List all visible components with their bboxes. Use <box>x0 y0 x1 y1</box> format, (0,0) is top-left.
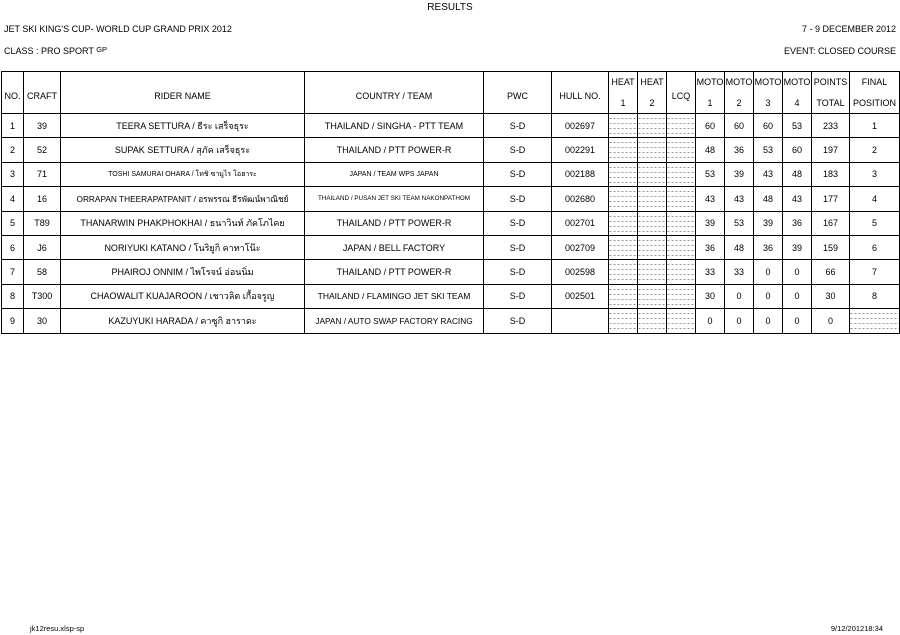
cell-no: 5 <box>2 211 24 235</box>
cell-craft: T89 <box>24 211 61 235</box>
cell-moto-2: 60 <box>725 114 754 138</box>
cell-lcq <box>667 138 696 162</box>
cell-craft: 71 <box>24 162 61 186</box>
cell-moto-4: 48 <box>783 162 812 186</box>
cell-moto-3: 39 <box>754 211 783 235</box>
header-final-position: POSITION <box>850 92 900 114</box>
cell-moto-2: 33 <box>725 260 754 284</box>
header-moto-2: MOTO <box>725 72 754 93</box>
cell-final-position: 2 <box>850 138 900 162</box>
cell-heat-1 <box>609 260 638 284</box>
header-moto-1-number: 1 <box>696 92 725 114</box>
header-heat-1-number: 1 <box>609 92 638 114</box>
cell-country-team: JAPAN / AUTO SWAP FACTORY RACING <box>305 309 484 333</box>
cell-pwc: S-D <box>484 284 552 308</box>
cell-moto-4: 43 <box>783 187 812 211</box>
header-moto-4-number: 4 <box>783 92 812 114</box>
header-final: FINAL <box>850 72 900 93</box>
cell-heat-2 <box>638 284 667 308</box>
cell-no: 3 <box>2 162 24 186</box>
cell-craft: 39 <box>24 114 61 138</box>
header-points: POINTS <box>812 72 850 93</box>
cell-lcq <box>667 309 696 333</box>
header-heat-1: HEAT <box>609 72 638 93</box>
cell-craft: 30 <box>24 309 61 333</box>
cell-heat-2 <box>638 162 667 186</box>
cell-craft: T300 <box>24 284 61 308</box>
cell-craft: 58 <box>24 260 61 284</box>
cell-heat-1 <box>609 187 638 211</box>
class-text: CLASS : PRO SPORT <box>4 46 94 56</box>
cell-heat-2 <box>638 138 667 162</box>
cell-craft: 16 <box>24 187 61 211</box>
cell-moto-1: 60 <box>696 114 725 138</box>
cell-hull-no: 002501 <box>552 284 609 308</box>
cell-country-team: THAILAND / PTT POWER-R <box>305 138 484 162</box>
cell-heat-2 <box>638 309 667 333</box>
cell-lcq <box>667 211 696 235</box>
cell-points-total: 167 <box>812 211 850 235</box>
header-moto-3-number: 3 <box>754 92 783 114</box>
table-row <box>2 309 900 333</box>
cell-points-total: 233 <box>812 114 850 138</box>
cell-moto-1: 48 <box>696 138 725 162</box>
cell-pwc: S-D <box>484 235 552 259</box>
cell-heat-2 <box>638 235 667 259</box>
cell-moto-2: 39 <box>725 162 754 186</box>
cell-moto-3: 0 <box>754 260 783 284</box>
cell-moto-4: 53 <box>783 114 812 138</box>
header-rider-name: RIDER NAME <box>61 72 305 114</box>
cell-no: 6 <box>2 235 24 259</box>
cell-lcq <box>667 260 696 284</box>
cell-points-total: 66 <box>812 260 850 284</box>
cell-heat-2 <box>638 211 667 235</box>
cell-hull-no: 002680 <box>552 187 609 211</box>
cell-country-team: THAILAND / PTT POWER-R <box>305 211 484 235</box>
cell-country-team: JAPAN / TEAM WPS JAPAN <box>305 162 484 186</box>
cell-moto-2: 0 <box>725 309 754 333</box>
cell-hull-no: 002701 <box>552 211 609 235</box>
cell-moto-4: 0 <box>783 260 812 284</box>
cell-lcq <box>667 284 696 308</box>
header-moto-2-number: 2 <box>725 92 754 114</box>
cell-points-total: 177 <box>812 187 850 211</box>
header-craft: CRAFT <box>24 72 61 114</box>
cell-points-total: 197 <box>812 138 850 162</box>
cell-country-team: THAILAND / PUSAN JET SKI TEAM NAKONPATHOM <box>305 187 484 211</box>
cell-heat-1 <box>609 138 638 162</box>
cell-moto-2: 53 <box>725 211 754 235</box>
event-name: JET SKI KING'S CUP- WORLD CUP GRAND PRIX 2012 <box>4 24 232 34</box>
cell-hull-no: 002697 <box>552 114 609 138</box>
cell-points-total: 0 <box>812 309 850 333</box>
cell-final-position: 4 <box>850 187 900 211</box>
cell-points-total: 30 <box>812 284 850 308</box>
cell-rider-name: PHAIROJ ONNIM / ไพโรจน์ อ่อนนิ่ม <box>61 260 305 284</box>
cell-moto-1: 0 <box>696 309 725 333</box>
cell-hull-no <box>552 309 609 333</box>
cell-moto-3: 0 <box>754 284 783 308</box>
cell-moto-1: 53 <box>696 162 725 186</box>
footer-file-name: jk12resu.xlsp-sp <box>30 624 85 633</box>
cell-lcq <box>667 235 696 259</box>
cell-no: 1 <box>2 114 24 138</box>
cell-no: 4 <box>2 187 24 211</box>
header-lcq: LCQ <box>667 72 696 114</box>
table-row <box>2 187 900 211</box>
cell-final-position <box>850 309 900 333</box>
cell-hull-no: 002709 <box>552 235 609 259</box>
cell-no: 7 <box>2 260 24 284</box>
cell-hull-no: 002291 <box>552 138 609 162</box>
cell-hull-no: 002188 <box>552 162 609 186</box>
cell-hull-no: 002598 <box>552 260 609 284</box>
event-date: 7 - 9 DECEMBER 2012 <box>801 24 896 34</box>
cell-moto-3: 0 <box>754 309 783 333</box>
cell-moto-4: 60 <box>783 138 812 162</box>
cell-pwc: S-D <box>484 138 552 162</box>
cell-rider-name: KAZUYUKI HARADA / คาซูกิ ฮาราดะ <box>61 309 305 333</box>
cell-moto-2: 36 <box>725 138 754 162</box>
cell-moto-3: 43 <box>754 162 783 186</box>
cell-craft: J6 <box>24 235 61 259</box>
cell-points-total: 183 <box>812 162 850 186</box>
cell-moto-4: 0 <box>783 309 812 333</box>
cell-no: 9 <box>2 309 24 333</box>
cell-heat-1 <box>609 114 638 138</box>
cell-heat-2 <box>638 114 667 138</box>
cell-no: 8 <box>2 284 24 308</box>
header-heat-2-number: 2 <box>638 92 667 114</box>
cell-heat-2 <box>638 187 667 211</box>
cell-moto-2: 0 <box>725 284 754 308</box>
cell-country-team: THAILAND / PTT POWER-R <box>305 260 484 284</box>
cell-moto-3: 60 <box>754 114 783 138</box>
cell-heat-1 <box>609 162 638 186</box>
cell-moto-3: 36 <box>754 235 783 259</box>
table-row <box>2 260 900 284</box>
cell-heat-1 <box>609 211 638 235</box>
cell-moto-1: 39 <box>696 211 725 235</box>
cell-final-position: 6 <box>850 235 900 259</box>
cell-pwc: S-D <box>484 114 552 138</box>
header-moto-4: MOTO <box>783 72 812 93</box>
cell-pwc: S-D <box>484 211 552 235</box>
table-row <box>2 162 900 186</box>
header-country-team: COUNTRY / TEAM <box>305 72 484 114</box>
cell-rider-name: THANARWIN PHAKPHOKHAI / ธนาวินท์ ภัคโภไคย <box>61 211 305 235</box>
cell-pwc: S-D <box>484 309 552 333</box>
header-moto-1: MOTO <box>696 72 725 93</box>
class-label <box>4 46 107 56</box>
cell-heat-1 <box>609 284 638 308</box>
table-row <box>2 114 900 138</box>
event-type: EVENT: CLOSED COURSE <box>783 46 896 56</box>
cell-moto-1: 36 <box>696 235 725 259</box>
cell-rider-name: ORRAPAN THEERAPATPANIT / อรพรรณ ธีรพัฒน์พาณิชย์ <box>61 187 305 211</box>
footer-print-time: 9/12/201218:34 <box>830 624 883 633</box>
cell-country-team: THAILAND / SINGHA - PTT TEAM <box>305 114 484 138</box>
cell-moto-2: 48 <box>725 235 754 259</box>
cell-pwc: S-D <box>484 260 552 284</box>
cell-final-position: 7 <box>850 260 900 284</box>
results-table <box>1 71 900 334</box>
cell-pwc: S-D <box>484 162 552 186</box>
cell-rider-name: TEERA SETTURA / ธีระ เสร็จธุระ <box>61 114 305 138</box>
cell-final-position: 5 <box>850 211 900 235</box>
table-row <box>2 284 900 308</box>
cell-heat-1 <box>609 309 638 333</box>
cell-moto-2: 43 <box>725 187 754 211</box>
cell-moto-4: 39 <box>783 235 812 259</box>
cell-moto-4: 36 <box>783 211 812 235</box>
cell-lcq <box>667 114 696 138</box>
cell-moto-1: 33 <box>696 260 725 284</box>
header-points-total: TOTAL <box>812 92 850 114</box>
cell-final-position: 8 <box>850 284 900 308</box>
cell-rider-name: NORIYUKI KATANO / โนริยูกิ คาทาโน๊ะ <box>61 235 305 259</box>
cell-lcq <box>667 187 696 211</box>
cell-lcq <box>667 162 696 186</box>
page-title: RESULTS <box>427 2 473 13</box>
cell-final-position: 1 <box>850 114 900 138</box>
cell-moto-1: 30 <box>696 284 725 308</box>
class-suffix: GP <box>96 45 108 54</box>
cell-rider-name: CHAOWALIT KUAJAROON / เชาวลิต เกื้อจรูญ <box>61 284 305 308</box>
cell-rider-name: TOSHI SAMURAI OHARA / โทชิ ซามูไร โอฮาระ <box>61 162 305 186</box>
cell-heat-2 <box>638 260 667 284</box>
cell-country-team: THAILAND / FLAMINGO JET SKI TEAM <box>305 284 484 308</box>
cell-moto-4: 0 <box>783 284 812 308</box>
header-no: NO. <box>2 72 24 114</box>
cell-pwc: S-D <box>484 187 552 211</box>
cell-rider-name: SUPAK SETTURA / สุภัค เสร็จธุระ <box>61 138 305 162</box>
cell-craft: 52 <box>24 138 61 162</box>
table-row <box>2 138 900 162</box>
table-row <box>2 235 900 259</box>
cell-moto-3: 53 <box>754 138 783 162</box>
header-moto-3: MOTO <box>754 72 783 93</box>
header-pwc: PWC <box>484 72 552 114</box>
cell-heat-1 <box>609 235 638 259</box>
cell-points-total: 159 <box>812 235 850 259</box>
cell-moto-3: 48 <box>754 187 783 211</box>
header-heat-2: HEAT <box>638 72 667 93</box>
cell-no: 2 <box>2 138 24 162</box>
cell-final-position: 3 <box>850 162 900 186</box>
header-hull-no: HULL NO. <box>552 72 609 114</box>
cell-moto-1: 43 <box>696 187 725 211</box>
table-row <box>2 211 900 235</box>
cell-country-team: JAPAN / BELL FACTORY <box>305 235 484 259</box>
